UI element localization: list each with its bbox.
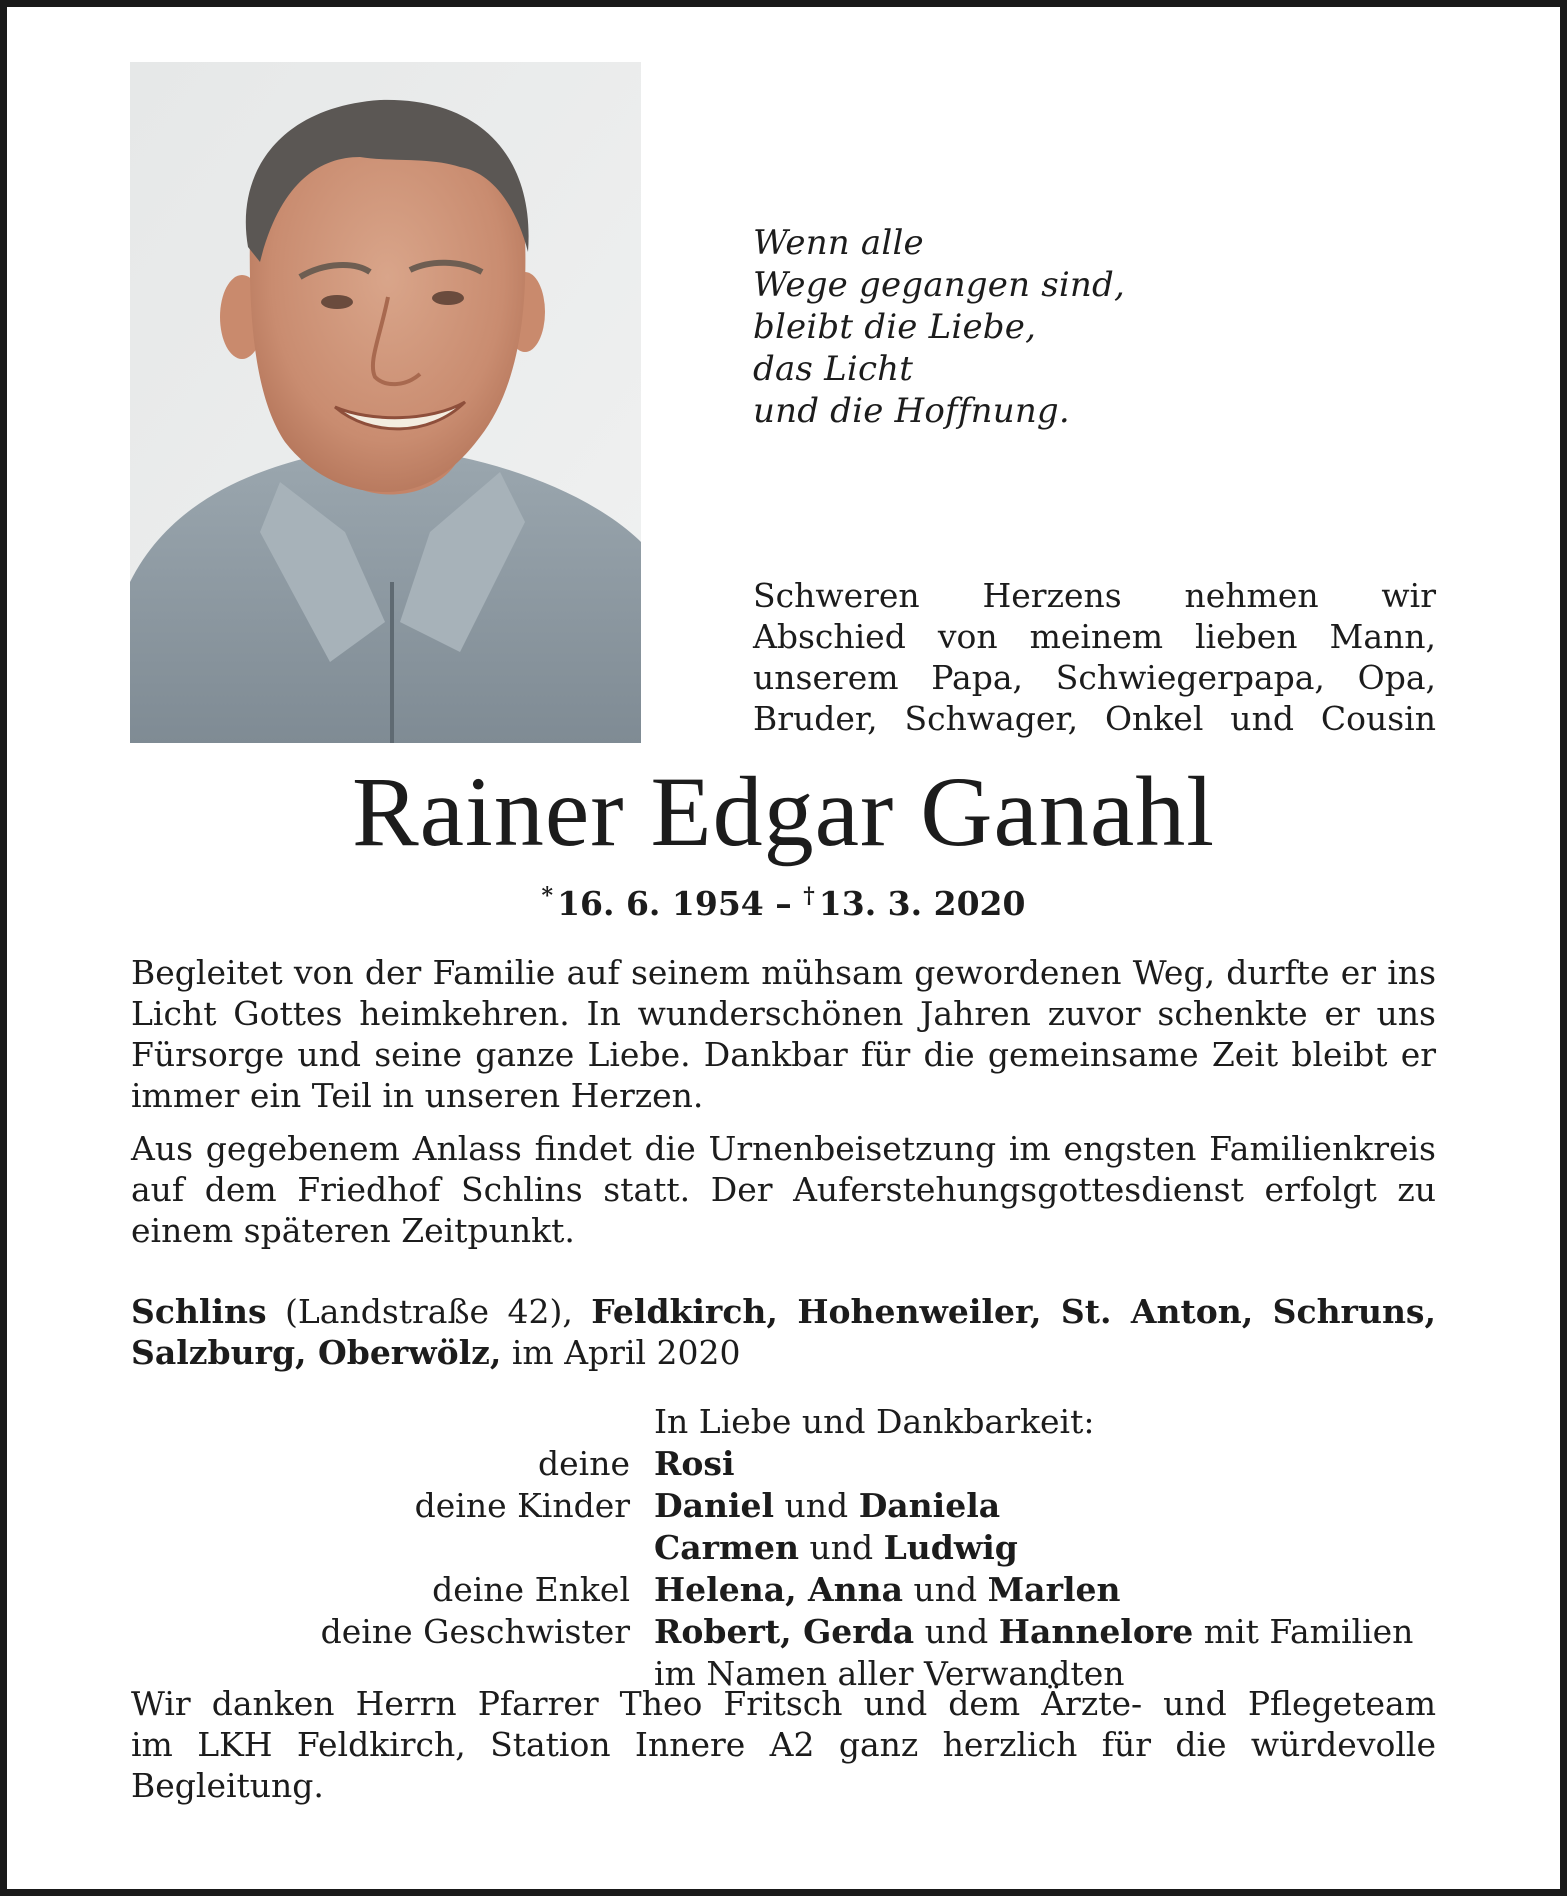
- paragraph-line: Licht Gottes heimkehren. In wunderschönen Jahren zuvor schenkte er uns: [131, 994, 1436, 1033]
- poem-line: Wege gegangen sind,: [753, 265, 1125, 305]
- intro-line: unserem Papa, Schwiegerpapa, Opa,: [753, 658, 1436, 697]
- relation-label: [130, 1527, 654, 1569]
- death-date: 13. 3. 2020: [818, 884, 1026, 923]
- intro-text: [753, 575, 1436, 739]
- family-name: Ludwig: [883, 1528, 1018, 1567]
- family-names: [654, 1611, 1413, 1653]
- places-line: [131, 1332, 1436, 1373]
- notice-date: im April 2020: [501, 1333, 741, 1372]
- signature-row: [130, 1485, 1440, 1527]
- paragraph-line: Fürsorge und seine ganze Liebe. Dankbar für die gemeinsame Zeit bleibt er: [131, 1035, 1436, 1074]
- family-name: Daniel: [654, 1486, 775, 1525]
- place-town: Schlins: [131, 1292, 267, 1331]
- date-separator: –: [775, 884, 792, 923]
- deceased-name: Rainer Edgar Ganahl: [351, 756, 1216, 867]
- places-line: [131, 1291, 1436, 1332]
- intro-line: Bruder, Schwager, Onkel und Cousin: [753, 699, 1436, 738]
- family-names: [654, 1527, 1018, 1569]
- poem: [753, 222, 1353, 432]
- poem-line: Wenn alle: [753, 223, 924, 263]
- family-name: Daniela: [858, 1486, 1001, 1525]
- paragraph-line: Wir danken Herrn Pfarrer Theo Fritsch und dem Ärzte- und Pflegeteam: [131, 1684, 1436, 1723]
- connector: und: [774, 1486, 859, 1525]
- paragraph-funeral: [131, 1128, 1436, 1251]
- paragraph-line: auf dem Friedhof Schlins statt. Der Auferstehungsgottesdienst erfolgt zu: [131, 1170, 1436, 1209]
- relation-label: deine Geschwister: [320, 1612, 630, 1651]
- relation-label: deine Kinder: [414, 1486, 630, 1525]
- relation-label: deine: [538, 1444, 630, 1483]
- tail-text: mit Familien: [1193, 1612, 1414, 1651]
- connector: und: [798, 1528, 884, 1567]
- relation-label: deine Enkel: [432, 1570, 630, 1609]
- paragraph-line: Begleitung.: [131, 1766, 324, 1805]
- family-name: Hannelore: [998, 1612, 1194, 1651]
- paragraph-farewell: [131, 952, 1436, 1116]
- places-and-date: [131, 1291, 1436, 1373]
- place-list: Salzburg, Oberwölz,: [131, 1333, 502, 1372]
- signature-heading: In Liebe und Dankbarkeit:: [654, 1402, 1095, 1441]
- birth-date: 16. 6. 1954: [557, 884, 764, 923]
- family-name: Marlen: [987, 1570, 1121, 1609]
- place-address: (Landstraße 42),: [266, 1292, 592, 1331]
- signature-block: [130, 1401, 1440, 1695]
- poem-line: bleibt die Liebe,: [753, 307, 1037, 347]
- place-list: Feldkirch, Hohenweiler, St. Anton, Schruns,: [591, 1292, 1436, 1331]
- paragraph-line: Aus gegebenem Anlass findet die Urnenbeisetzung im engsten Familienkreis: [131, 1129, 1436, 1168]
- signature-row: [130, 1569, 1440, 1611]
- paragraph-thanks: [131, 1683, 1436, 1806]
- paragraph-line: Begleitet von der Familie auf seinem mühsam gewordenen Weg, durfte er ins: [131, 953, 1436, 992]
- family-name: Rosi: [654, 1444, 735, 1483]
- signature-row: [130, 1527, 1440, 1569]
- portrait-photo: [130, 62, 641, 743]
- connector: und: [903, 1570, 988, 1609]
- family-names: [654, 1443, 735, 1485]
- poem-line: das Licht: [753, 349, 914, 389]
- family-names: [654, 1485, 1000, 1527]
- poem-line: und die Hoffnung.: [753, 391, 1070, 431]
- signature-row: [130, 1611, 1440, 1653]
- paragraph-line: im LKH Feldkirch, Station Innere A2 ganz herzlich für die würdevolle: [131, 1725, 1436, 1764]
- death-symbol: †: [803, 883, 815, 909]
- connector: im Namen aller Verwandten: [654, 1654, 1125, 1693]
- family-names: [654, 1569, 1120, 1611]
- paragraph-line: einem späteren Zeitpunkt.: [131, 1211, 575, 1250]
- family-name: Carmen: [654, 1528, 799, 1567]
- life-dates: [0, 874, 1567, 926]
- signature-row: [130, 1443, 1440, 1485]
- paragraph-line: immer ein Teil in unseren Herzen.: [131, 1076, 704, 1115]
- intro-line: Schweren Herzens nehmen wir: [753, 576, 1436, 615]
- intro-line: Abschied von meinem lieben Mann,: [753, 617, 1436, 656]
- birth-symbol: *: [541, 883, 554, 909]
- family-name: Robert, Gerda: [654, 1612, 915, 1651]
- connector: und: [914, 1612, 999, 1651]
- family-name: Helena, Anna: [654, 1570, 904, 1609]
